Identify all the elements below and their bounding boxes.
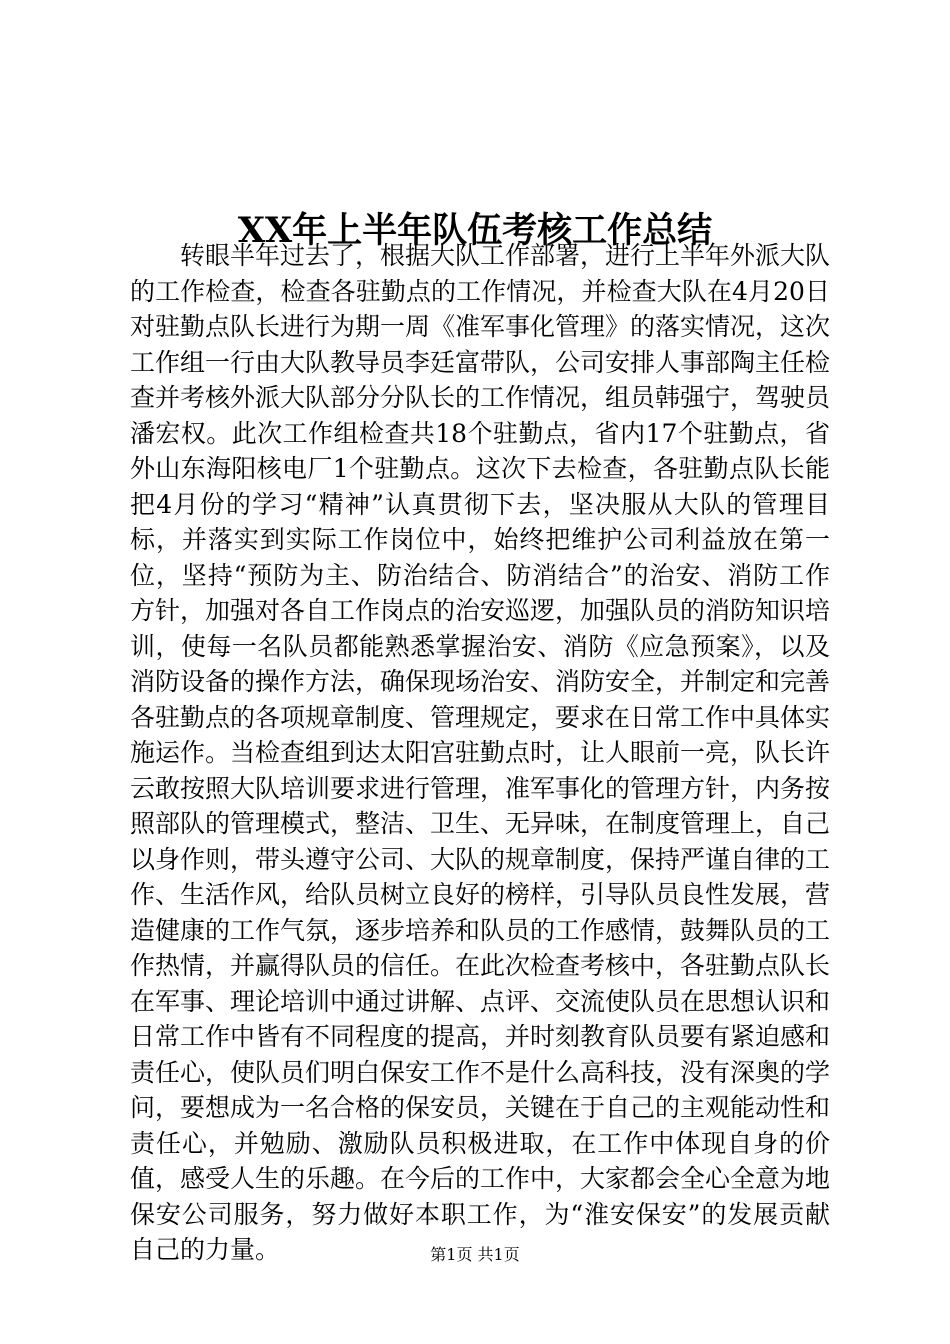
page-footer: 第1页 共1页 <box>430 1245 520 1264</box>
body-paragraph: 转眼半年过去了，根据大队工作部署，进行上半年外派大队的工作检查，检查各驻勤点的工作情况，并检查大队在4月20日对驻勤点队长进行为期一周《准军事化管理》的落实情况，这次工作组一行由大队教导员李廷富带队，公司安排人事部陶主任检查并考核外派大队部分分队长的工作情况，组员韩强宁，驾驶员潘宏权。此次工作组检查共18个驻勤点，省内17个驻勤点，省外山东海阳核电厂1个驻勤点。这次下去检查，各驻勤点队长能把4月份的学习“精神”认真贯彻下去，坚决服从大队的管理目标，并落实到实际工作岗位中，始终把维护公司利益放在第一位，坚持“预防为主、防治结合、防消结合”的治安、消防工作方针，加强对各自工作岗点的治安巡逻，加强队员的消防知识培训，使每一名队员都能熟悉掌握治安、消防《应急预案》，以及消防设备的操作方法，确保现场治安、消防安全，并制定和完善各驻勤点的各项规章制度、管理规定，要求在日常工作中具体实施运作。当检查组到达太阳宫驻勤点时，让人眼前一亮，队长许云敢按照大队培训要求进行管理，准军事化的管理方针，内务按照部队的管理模式，整洁、卫生、无异味，在制度管理上，自己以身作则，带头遵守公司、大队的规章制度，保持严谨自律的工作、生活作风，给队员树立良好的榜样，引导队员良性发展，营造健康的工作气氛，逐步培养和队员的工作感情，鼓舞队员的工作热情，并赢得队员的信任。在此次检查考核中，各驻勤点队长在军事、理论培训中通过讲解、点评、交流使队员在思想认识和日常工作中皆有不同程度的提高，并时刻教育队员要有紧迫感和责任心，使队员们明白保安工作不是什么高科技，没有深奥的学问，要想成为一名合格的保安员，关键在于自己的主观能动性和责任心，并勉励、激励队员积极进取，在工作中体现自身的价值，感受人生的乐趣。在今后的工作中，大家都会全心全意为地保安公司服务，努力做好本职工作，为“淮安保安”的发展贡献自己的力量。 <box>130 241 831 1264</box>
document-title: XX年上半年队伍考核工作总结 <box>237 210 713 252</box>
